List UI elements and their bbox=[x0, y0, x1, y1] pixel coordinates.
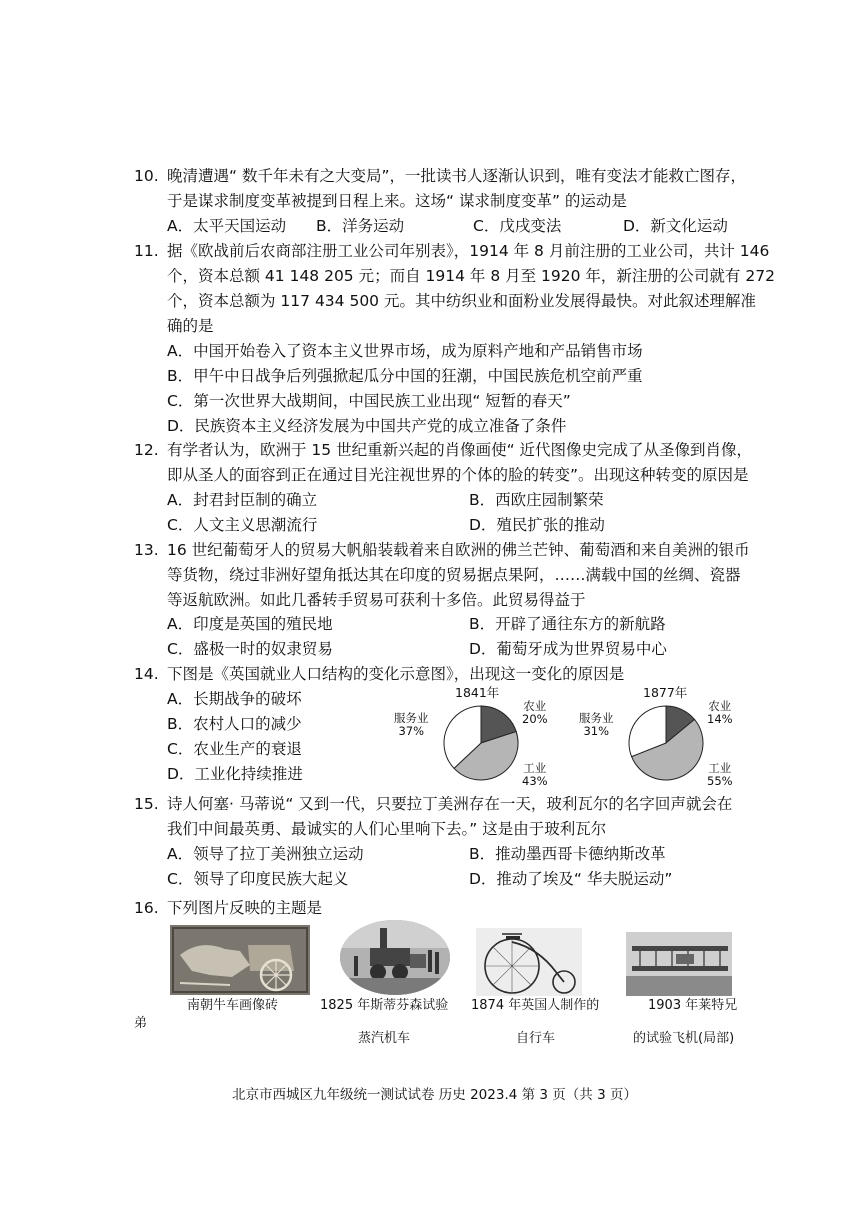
pie-1877-agri-value: 14% bbox=[707, 712, 733, 726]
pie-1877-svg bbox=[627, 704, 705, 782]
question-11-option-d: D．民族资本主义经济发展为中国共产党的成立准备了条件 bbox=[167, 417, 567, 435]
question-15-option-d: D．推动了埃及“ 华夫脱运动” bbox=[469, 870, 673, 888]
question-16-text: 下列图片反映的主题是 bbox=[167, 899, 323, 917]
question-14-number: 14. bbox=[134, 665, 159, 683]
question-15-number: 15. bbox=[134, 795, 159, 813]
question-14-text: 下图是《英国就业人口结构的变化示意图》，出现这一变化的原因是 bbox=[167, 665, 625, 683]
question-15-option-c: C．领导了印度民族大起义 bbox=[167, 870, 349, 888]
caption-locomotive-line-2: 蒸汽机车 bbox=[358, 1031, 411, 1046]
page-footer: 北京市西城区九年级统一测试试卷 历史 2023.4 第 3 页（共 3 页） bbox=[232, 1087, 637, 1103]
pie-1841-agri-value: 20% bbox=[522, 712, 548, 726]
pie-1841-svg bbox=[442, 704, 520, 782]
pie-1841-industry-name: 工业 bbox=[523, 761, 547, 775]
question-10-option-d: D．新文化运动 bbox=[623, 217, 728, 235]
pie-chart-1841 bbox=[385, 684, 548, 794]
question-13-option-c: C．盛极一时的奴隶贸易 bbox=[167, 640, 333, 658]
question-16-number: 16. bbox=[134, 899, 159, 917]
airplane-image bbox=[626, 932, 732, 996]
question-12-text-line-1: 有学者认为，欧洲于 15 世纪重新兴起的肖像画使“ 近代图像史完成了从圣像到肖像， bbox=[167, 441, 753, 459]
question-13-option-a: A．印度是英国的殖民地 bbox=[167, 615, 333, 633]
caption-stray-character: 弟 bbox=[134, 1016, 148, 1031]
question-13-text-line-3: 等返航欧洲。如此几番转手贸易可获利十多倍。此贸易得益于 bbox=[167, 591, 586, 609]
pie-1877-service-value: 31% bbox=[583, 724, 610, 738]
question-11-option-c: C．第一次世界大战期间，中国民族工业出现“ 短暂的春天” bbox=[167, 392, 571, 410]
caption-airplane-line-1: 1903 年莱特兄 bbox=[648, 998, 738, 1013]
question-13-text-line-1: 16 世纪葡萄牙人的贸易大帆船装载着来自欧洲的佛兰芒钟、葡萄酒和来自美洲的银币 bbox=[167, 541, 750, 559]
caption-bicycle-line-2: 自行车 bbox=[516, 1031, 556, 1046]
steam-locomotive-image bbox=[340, 920, 450, 995]
question-15-text-line-2: 我们中间最英勇、最诚实的人们心里响下去。” 这是由于玻利瓦尔 bbox=[167, 820, 607, 838]
pie-1841-industry-label bbox=[522, 762, 548, 788]
caption-ox-cart: 南朝牛车画像砖 bbox=[187, 998, 279, 1013]
question-10-option-c: C．戊戌变法 bbox=[473, 217, 562, 235]
question-11-text-line-3: 个，资本总额为 117 434 500 元。其中纺织业和面粉业发展得最快。对此叙述理解准 bbox=[167, 292, 756, 310]
pie-1877-agri-name: 农业 bbox=[708, 699, 732, 713]
pie-1841-service-name: 服务业 bbox=[394, 711, 429, 725]
pie-1877-industry-value: 55% bbox=[707, 774, 733, 788]
pie-1877-service-name: 服务业 bbox=[579, 711, 614, 725]
bicycle-image bbox=[476, 928, 582, 996]
pie-1877-title: 1877年 bbox=[643, 685, 688, 700]
pie-1841-service-value: 37% bbox=[398, 724, 425, 738]
question-13-number: 13. bbox=[134, 541, 159, 559]
question-12-option-d: D．殖民扩张的推动 bbox=[469, 516, 605, 534]
question-11-text-line-2: 个，资本总额 41 148 205 元；而自 1914 年 8 月至 1920 年，新注册的公司就有 272 bbox=[167, 267, 775, 285]
pie-1841-agri-label bbox=[522, 700, 548, 726]
question-11-number: 11. bbox=[134, 242, 159, 260]
pie-1877-service-label bbox=[579, 712, 614, 738]
question-12-number: 12. bbox=[134, 441, 159, 459]
pie-chart-1877 bbox=[577, 684, 737, 794]
question-14-option-d: D．工业化持续推进 bbox=[167, 765, 303, 783]
caption-airplane-line-2: 的试验飞机(局部) bbox=[633, 1031, 735, 1046]
question-13-option-d: D．葡萄牙成为世界贸易中心 bbox=[469, 640, 667, 658]
question-14-option-b: B．农村人口的减少 bbox=[167, 715, 302, 733]
caption-bicycle-line-1: 1874 年英国人制作的 bbox=[471, 998, 600, 1013]
question-15-option-a: A．领导了拉丁美洲独立运动 bbox=[167, 845, 364, 863]
question-15-option-b: B．推动墨西哥卡德纳斯改革 bbox=[469, 845, 666, 863]
pie-1841-service-label bbox=[394, 712, 429, 738]
pie-1841-agri-name: 农业 bbox=[523, 699, 547, 713]
question-13-text-line-2: 等货物，绕过非洲好望角抵达其在印度的贸易据点果阿，……满载中国的丝绸、瓷器 bbox=[167, 566, 741, 584]
question-11-text-line-4: 确的是 bbox=[167, 317, 214, 335]
question-12-text-line-2: 即从圣人的面容到正在通过目光注视世界的个体的脸的转变”。出现这种转变的原因是 bbox=[167, 466, 749, 484]
ox-cart-relief-image bbox=[170, 925, 310, 995]
question-11-option-b: B．甲午中日战争后列强掀起瓜分中国的狂潮，中国民族危机空前严重 bbox=[167, 367, 643, 385]
question-10-text-line-2: 于是谋求制度变革被提到日程上来。这场“ 谋求制度变革” 的运动是 bbox=[167, 192, 627, 210]
pie-1877-agri-label bbox=[707, 700, 733, 726]
pie-1877-industry-label bbox=[707, 762, 733, 788]
question-14-option-a: A．长期战争的破坏 bbox=[167, 690, 302, 708]
question-10-number: 10. bbox=[134, 167, 159, 185]
question-11-option-a: A．中国开始卷入了资本主义世界市场，成为原料产地和产品销售市场 bbox=[167, 342, 643, 360]
question-11-text-line-1: 据《欧战前后农商部注册工业公司年别表》，1914 年 8 月前注册的工业公司，共计 146 bbox=[167, 242, 770, 260]
question-10-option-b: B．洋务运动 bbox=[316, 217, 405, 235]
caption-locomotive-line-1: 1825 年斯蒂芬森试验 bbox=[320, 998, 449, 1013]
question-12-option-c: C．人文主义思潮流行 bbox=[167, 516, 318, 534]
question-14-option-c: C．农业生产的衰退 bbox=[167, 740, 302, 758]
question-10-text-line-1: 晚清遭遇“ 数千年未有之大变局”，一批读书人逐渐认识到，唯有变法才能救亡图存， bbox=[167, 167, 746, 185]
pie-1841-title: 1841年 bbox=[455, 685, 500, 700]
question-12-option-a: A．封君封臣制的确立 bbox=[167, 491, 318, 509]
question-15-text-line-1: 诗人何塞· 马蒂说“ 又到一代，只要拉丁美洲存在一天，玻利瓦尔的名字回声就会在 bbox=[167, 795, 733, 813]
pie-1841-industry-value: 43% bbox=[522, 774, 548, 788]
question-13-option-b: B．开辟了通往东方的新航路 bbox=[469, 615, 666, 633]
question-12-option-b: B．西欧庄园制繁荣 bbox=[469, 491, 604, 509]
pie-1877-industry-name: 工业 bbox=[708, 761, 732, 775]
question-10-option-a: A．太平天国运动 bbox=[167, 217, 287, 235]
